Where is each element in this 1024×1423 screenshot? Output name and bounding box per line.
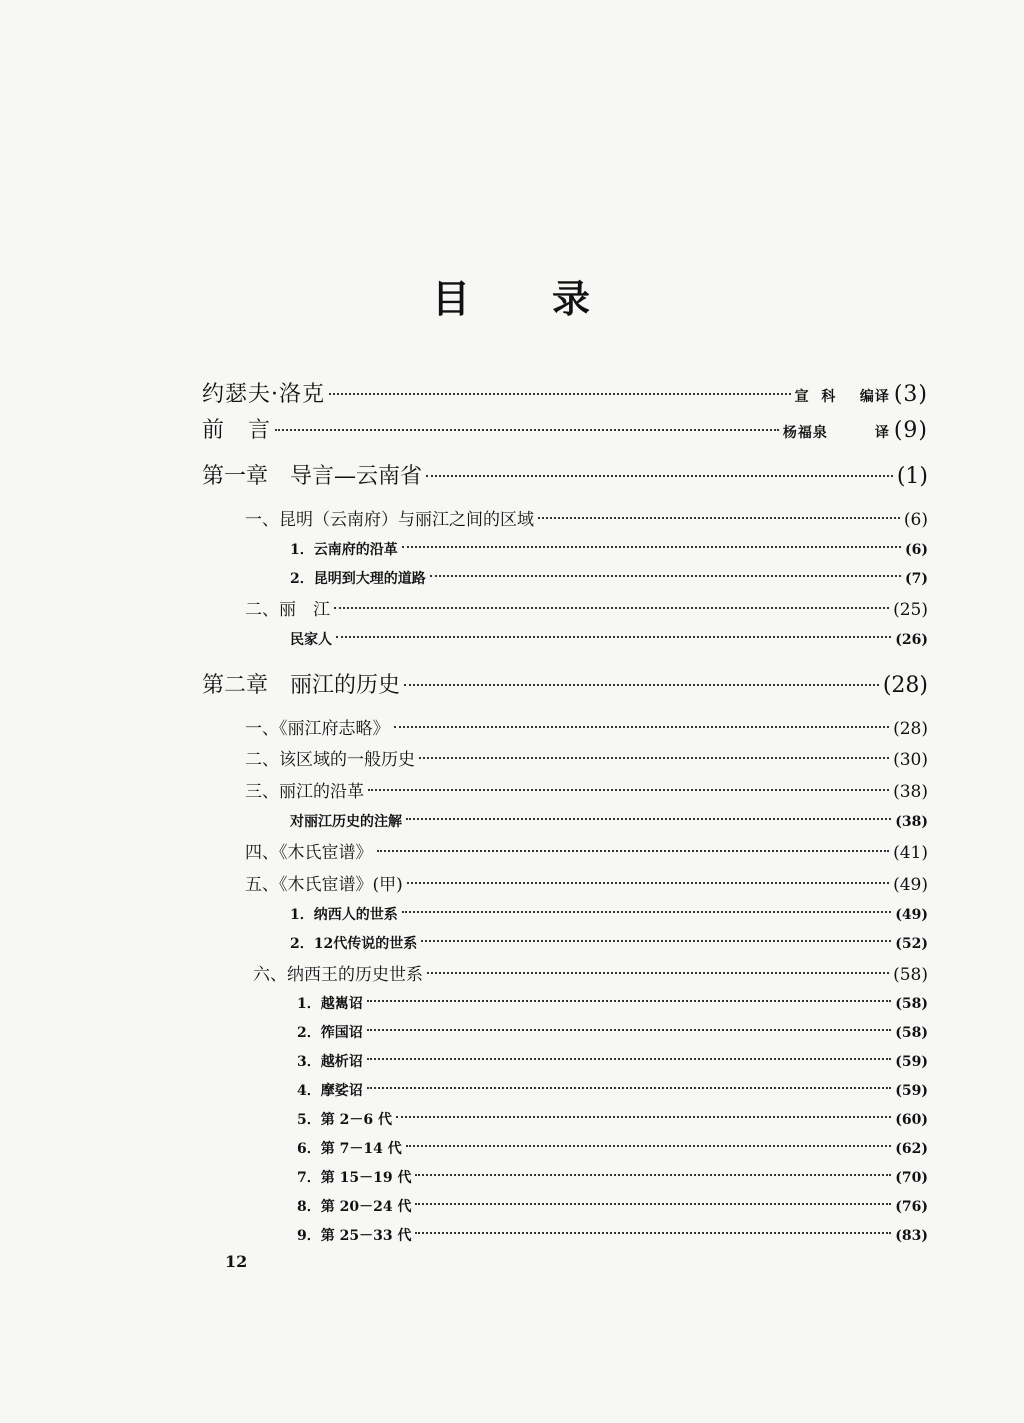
toc-entry-page: (38)	[893, 782, 928, 802]
toc-entry	[297, 1163, 928, 1193]
toc-entry	[297, 1047, 928, 1077]
toc-entry-label: 4．摩娑诏	[297, 1083, 363, 1099]
toc-entry-label: 一、昆明（云南府）与丽江之间的区域	[245, 510, 534, 530]
toc-entry	[245, 505, 928, 535]
toc-entry	[202, 462, 928, 492]
toc-entry-page: (58)	[895, 1025, 928, 1041]
toc-entry	[202, 671, 928, 701]
dot-leader	[334, 607, 889, 609]
toc-entry-label: 2．12代传说的世系	[290, 936, 418, 952]
toc-entry	[202, 380, 928, 410]
dot-leader	[367, 1000, 892, 1002]
toc-entry-page: (70)	[895, 1170, 928, 1186]
dot-leader	[329, 393, 791, 395]
toc-entry-page: (28)	[893, 719, 928, 739]
dot-leader	[427, 972, 889, 974]
toc-entry-page: (38)	[895, 814, 928, 830]
toc-entry-label: 8．第 20－24 代	[297, 1199, 412, 1215]
dot-leader	[426, 475, 893, 477]
toc-entry	[245, 777, 928, 807]
dot-leader	[407, 882, 889, 884]
toc-entry	[245, 714, 928, 744]
dot-leader	[415, 1203, 891, 1205]
toc-entry-page: (7)	[905, 571, 928, 587]
toc-entry-contributor: 宣 科 编译	[794, 389, 890, 405]
toc-entry-label: 二、该区域的一般历史	[245, 750, 415, 770]
toc-entry-label: 对丽江历史的注解	[290, 814, 402, 830]
toc-entry-label: 六、纳西王的历史世系	[253, 965, 423, 985]
toc-entry	[290, 625, 928, 655]
toc-entry-page: (52)	[895, 936, 928, 952]
dot-leader	[396, 1116, 891, 1118]
toc-entry-label: 3．越析诏	[297, 1054, 363, 1070]
toc-entry	[297, 1192, 928, 1222]
toc-entry-label: 约瑟夫·洛克	[202, 382, 325, 407]
dot-leader	[367, 1087, 892, 1089]
toc-entry	[290, 900, 928, 930]
toc-entry-label: 2．筰国诏	[297, 1025, 363, 1041]
toc-entry-label: 四、《木氏宦谱》	[245, 843, 373, 863]
toc-entry-page: (25)	[893, 600, 928, 620]
dot-leader	[402, 911, 892, 913]
toc-entry-label: 7．第 15－19 代	[297, 1170, 412, 1186]
toc-entry	[290, 929, 928, 959]
dot-leader	[538, 517, 900, 519]
dot-leader	[367, 1058, 892, 1060]
toc-entry-page: (3)	[893, 382, 928, 407]
toc-entry-label: 第二章 丽江的历史	[202, 673, 401, 698]
toc-entry-page: (58)	[893, 965, 928, 985]
toc-entry-page: (6)	[903, 510, 928, 530]
toc-entry	[245, 595, 928, 625]
dot-leader	[404, 684, 879, 686]
toc-entry-label: 1．云南府的沿革	[290, 542, 398, 558]
dot-leader	[377, 850, 890, 852]
toc-entry	[245, 745, 928, 775]
toc-entry-page: (1)	[896, 464, 928, 489]
toc-entry	[253, 960, 928, 990]
toc-entry-page: (60)	[895, 1112, 928, 1128]
toc-entry	[297, 1076, 928, 1106]
dot-leader	[419, 757, 889, 759]
toc-entry-label: 2．昆明到大理的道路	[290, 571, 426, 587]
toc-entry-page: (9)	[893, 418, 928, 443]
dot-leader	[415, 1232, 891, 1234]
toc-entry	[245, 870, 928, 900]
toc-entry-page: (83)	[895, 1228, 928, 1244]
dot-leader	[406, 1145, 892, 1147]
dot-leader	[336, 636, 891, 638]
toc-entry-page: (6)	[905, 542, 928, 558]
toc-entry	[297, 989, 928, 1019]
toc-entry-page: (62)	[895, 1141, 928, 1157]
toc-entry	[297, 1221, 928, 1251]
toc-entry	[297, 1018, 928, 1048]
toc-entry-page: (49)	[895, 907, 928, 923]
dot-leader	[367, 1029, 892, 1031]
toc-entry-label: 1．纳西人的世系	[290, 907, 398, 923]
toc-entry-label: 二、丽 江	[245, 600, 330, 620]
toc-entry	[245, 838, 928, 868]
toc-entry-label: 五、《木氏宦谱》(甲)	[245, 875, 403, 895]
toc-entry-page: (76)	[895, 1199, 928, 1215]
toc-entry-page: (28)	[882, 673, 928, 698]
dot-leader	[368, 789, 889, 791]
toc-entry-page: (59)	[895, 1083, 928, 1099]
toc-entry	[290, 564, 928, 594]
toc-entry-page: (26)	[895, 632, 928, 648]
toc-entry-label: 前 言	[202, 418, 272, 443]
toc-entry-label: 1．越嶲诏	[297, 996, 363, 1012]
page-title-left: 目	[431, 277, 472, 321]
dot-leader	[415, 1174, 891, 1176]
dot-leader	[406, 818, 891, 820]
toc-entry-label: 民家人	[290, 632, 332, 648]
toc-entry-page: (49)	[893, 875, 928, 895]
toc-entry-label: 5．第 2－6 代	[297, 1112, 392, 1128]
toc-entry-label: 三、丽江的沿革	[245, 782, 364, 802]
page-title-right: 录	[552, 277, 593, 321]
toc-entry-page: (58)	[895, 996, 928, 1012]
toc-entry-page: (59)	[895, 1054, 928, 1070]
toc-entry	[202, 416, 928, 446]
toc-entry	[290, 535, 928, 565]
toc-entry-contributor: 杨福泉 译	[782, 425, 890, 441]
dot-leader	[430, 575, 901, 577]
toc-entry-label: 6．第 7－14 代	[297, 1141, 402, 1157]
dot-leader	[394, 726, 890, 728]
toc-entry-page: (41)	[893, 843, 928, 863]
page-number: 12	[225, 1252, 248, 1271]
dot-leader	[275, 429, 779, 431]
toc-entry	[290, 807, 928, 837]
dot-leader	[402, 546, 901, 548]
toc-entry-label: 9．第 25－33 代	[297, 1228, 412, 1244]
toc-entry-page: (30)	[893, 750, 928, 770]
toc-entry-label: 一、《丽江府志略》	[245, 719, 390, 739]
toc-entry	[297, 1105, 928, 1135]
page-title	[0, 268, 1024, 323]
toc-entry	[297, 1134, 928, 1164]
dot-leader	[421, 940, 891, 942]
toc-entry-label: 第一章 导言—云南省	[202, 464, 423, 489]
